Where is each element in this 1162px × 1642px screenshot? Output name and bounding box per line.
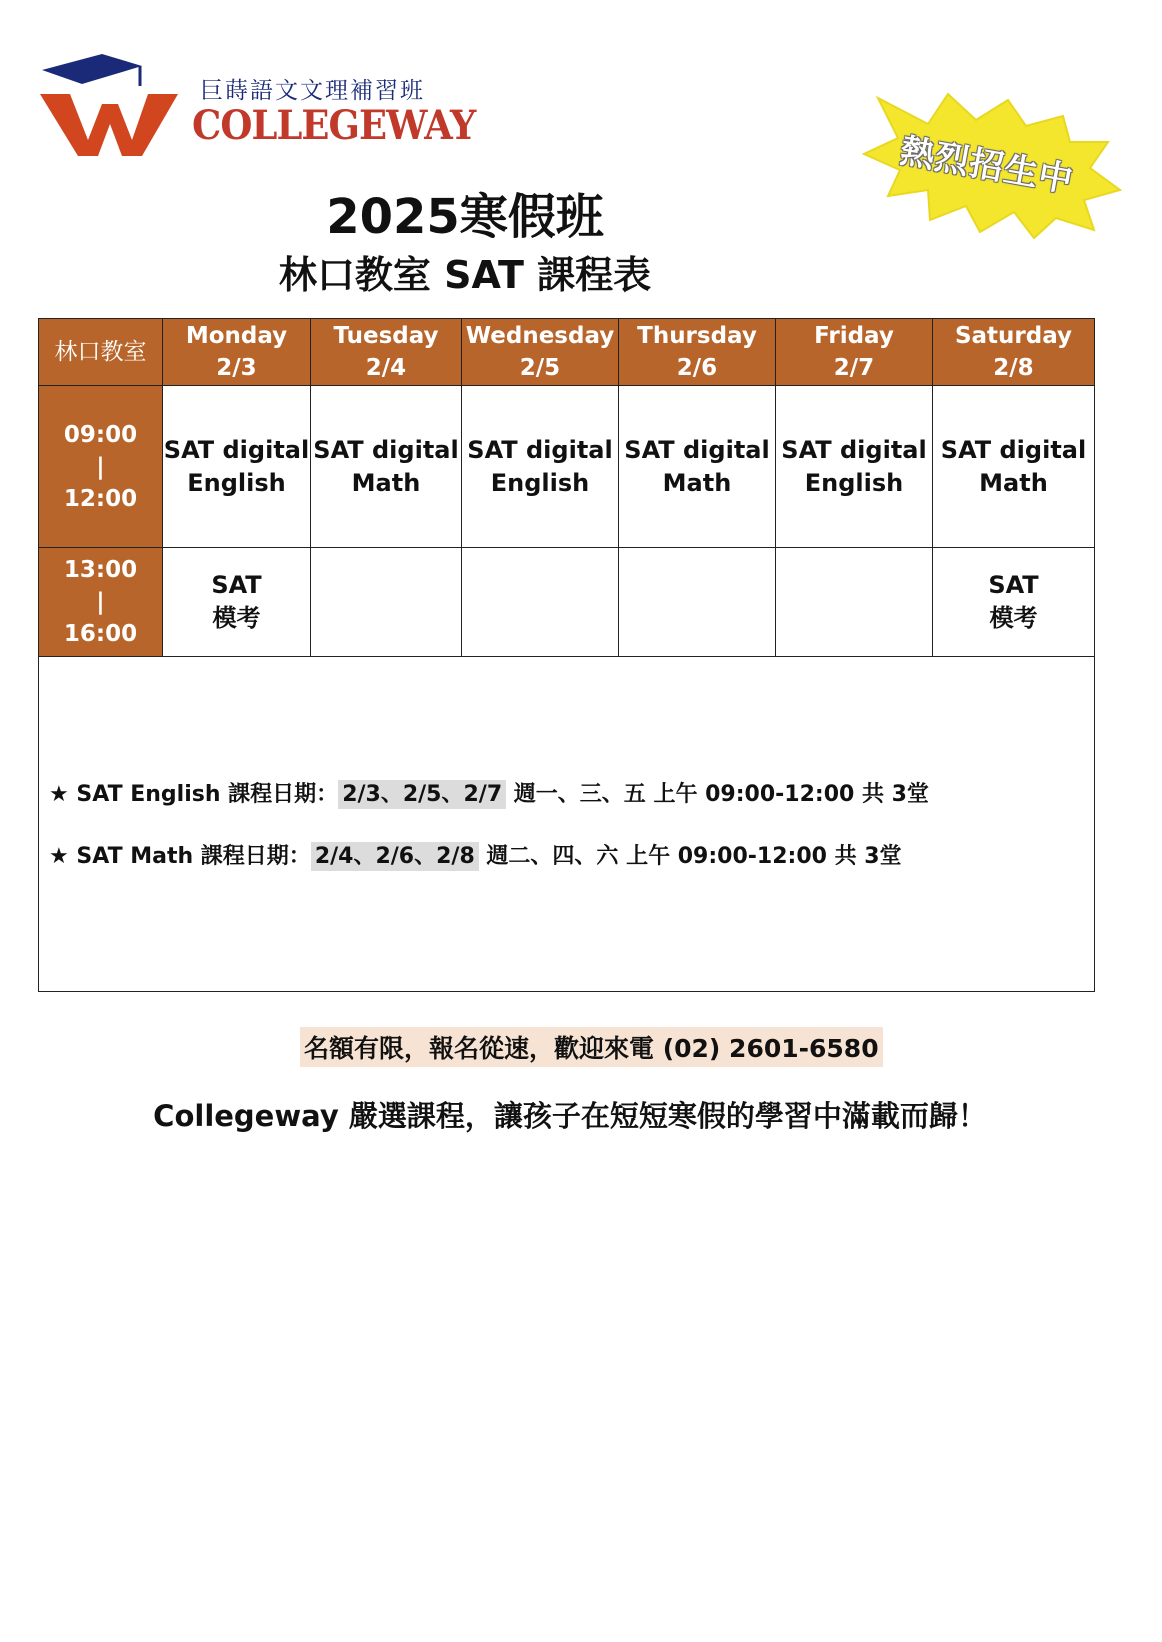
empty-cell	[311, 548, 462, 657]
table-row-afternoon	[39, 548, 1095, 657]
slogan: Collegeway 嚴選課程，讓孩子在短短寒假的學習中滿載而歸！	[153, 1099, 987, 1133]
table-header-row	[39, 319, 1095, 386]
day-header-tuesday: Tuesday 2/4	[311, 319, 462, 386]
empty-cell	[462, 548, 619, 657]
notes-cell	[39, 657, 1095, 992]
corner-header: 林口教室	[39, 319, 163, 386]
time-slot-morning: 09:00 | 12:00	[39, 386, 163, 548]
page-subtitle: 林口教室 SAT 課程表	[278, 253, 652, 297]
class-cell: SAT 模考	[163, 548, 311, 657]
table-row-morning	[39, 386, 1095, 548]
enrollment-badge-text: 熱烈招生中	[897, 131, 1077, 201]
class-cell: SAT 模考	[933, 548, 1095, 657]
star-icon: ★	[49, 844, 69, 869]
logo-chinese-name: 巨蒔語文文理補習班	[200, 78, 425, 104]
day-header-friday: Friday 2/7	[776, 319, 933, 386]
class-cell: SAT digital English	[163, 386, 311, 548]
note-math-dates: 2/4、2/6、2/8	[311, 842, 479, 871]
graduation-cap-w-icon	[40, 52, 200, 162]
day-header-wednesday: Wednesday 2/5	[462, 319, 619, 386]
note-math: ★ SAT Math 課程日期： 2/4、2/6、2/8 週二、四、六 上午 09:00-12:00 共 3堂	[49, 844, 902, 869]
logo-english-name: COLLEGEWAY	[192, 102, 476, 149]
class-cell: SAT digital Math	[933, 386, 1095, 548]
empty-cell	[776, 548, 933, 657]
collegeway-logo	[40, 52, 476, 162]
class-cell: SAT digital Math	[619, 386, 776, 548]
page-title: 2025寒假班	[326, 189, 604, 245]
class-cell: SAT digital English	[776, 386, 933, 548]
note-english: ★ SAT English 課程日期： 2/3、2/5、2/7 週一、三、五 上午 09:00-12:00 共 3堂	[49, 782, 929, 807]
class-cell: SAT digital English	[462, 386, 619, 548]
note-english-dates: 2/3、2/5、2/7	[338, 780, 506, 809]
empty-cell	[619, 548, 776, 657]
star-icon: ★	[49, 782, 69, 807]
class-cell: SAT digital Math	[311, 386, 462, 548]
table-notes-row	[39, 657, 1095, 992]
day-header-thursday: Thursday 2/6	[619, 319, 776, 386]
contact-line: 名額有限，報名從速，歡迎來電 (02) 2601-6580	[300, 1027, 883, 1067]
time-slot-afternoon: 13:00 | 16:00	[39, 548, 163, 657]
schedule-table	[38, 318, 1095, 992]
day-header-saturday: Saturday 2/8	[933, 319, 1095, 386]
day-header-monday: Monday 2/3	[163, 319, 311, 386]
